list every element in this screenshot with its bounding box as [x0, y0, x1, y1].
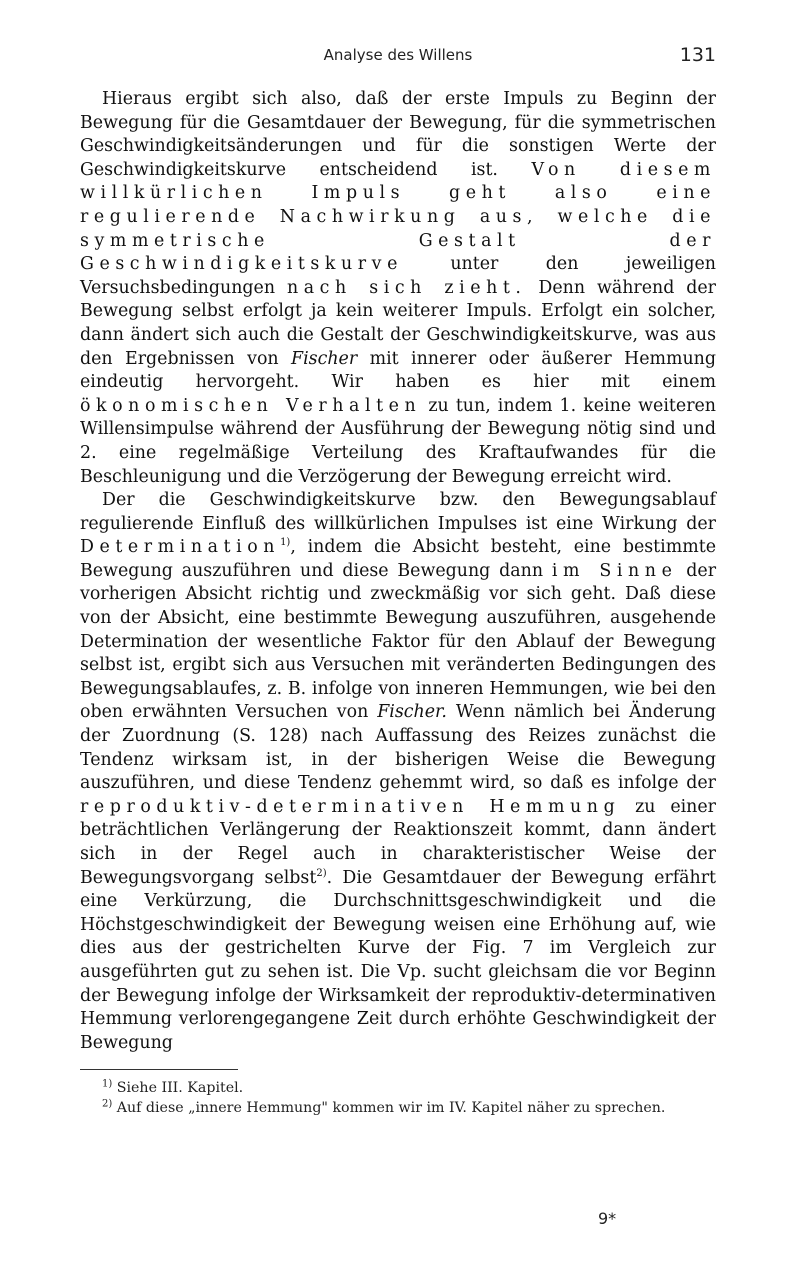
spaced-emphasis: reproduktiv-determinativen Hemmung — [80, 796, 621, 817]
spaced-emphasis: im Sinne — [551, 560, 678, 581]
footnote-divider — [80, 1069, 238, 1070]
footnote-mark: 2) — [102, 1098, 113, 1110]
spaced-emphasis: nach sich zieht. — [286, 277, 527, 298]
text-run: zu tun, indem 1. keine weiteren Willensimpulse während der Ausführung der Bewegung nötig sind und 2. eine regelmäßige Verteilung des Kraftaufwandes für die Beschleunigung und die Verzögerung der Bewegung erreicht wird. — [80, 395, 717, 487]
footnote-2 — [80, 1098, 716, 1118]
text-run: Denn während der Bewegung selbst erfolgt ja kein weiterer Impuls. Erfolgt ein solcher, dann ändert sich auch die Gestalt der Geschwindigkeitskurve, was aus den Ergebnissen von — [80, 277, 716, 369]
paragraph-2 — [80, 489, 716, 1055]
text-run: Wenn nämlich bei Änderung der Zuordnung (S. 128) nach Auffassung des Reizes zunächst die Tendenz wirksam ist, in der bisherigen Weise die Bewegung auszuführen, und diese Tendenz gehemmt wird, so daß es infolge der — [80, 702, 717, 794]
text-run: Hieraus ergibt sich also, daß der erste Impuls zu Beginn der Bewegung für die Gesamtdauer der Bewegung, für die symmetrischen Geschwindigkeitsänderungen und für die sonstigen Werte der Geschwindigkeitskurve entscheidend ist. — [80, 89, 716, 180]
author-name: Fischer — [291, 348, 358, 369]
text-run: Der die Geschwindigkeitskurve bzw. den Bewegungsablauf regulierende Einfluß des willkürlichen Impulses ist eine Wirkung der — [80, 490, 716, 534]
text-run: , indem die Absicht besteht, eine bestimmte Bewegung auszuführen und diese Bewegung dann — [80, 537, 716, 581]
text-run: zu einer beträchtlichen Verlängerung der Reaktionszeit kommt, dann ändert sich in der Regel auch in charakteristischer Weise der Bewegungsvorgang selbst — [80, 796, 716, 888]
footnote-ref-2[interactable]: 2) — [316, 867, 327, 879]
paragraph-1 — [80, 88, 716, 489]
signature-mark: 9* — [598, 1209, 617, 1228]
page-header — [80, 38, 716, 88]
text-run: . Die Gesamtdauer der Bewegung erfährt eine Verkürzung, die Durchschnittsgeschwindigkeit und die Höchstgeschwindigkeit der Bewegung weisen eine Erhöhung auf, wie dies aus der gestrichelten Kurve der Fig. 7 im Vergleich zur ausgeführten gut zu sehen ist. Die Vp. sucht gleichsam die vor Beginn der Bewegung infolge der Wirksamkeit der reproduktiv-determinativen Hemmung verlorengegangene Zeit durch erhöhte Geschwindigkeit der Bewegung — [80, 867, 716, 1053]
footnote-ref-1[interactable]: 1) — [280, 537, 291, 549]
footnote-mark: 1) — [102, 1078, 113, 1090]
author-name: Fischer. — [377, 702, 447, 723]
text-run: unter den jeweiligen Versuchsbedingungen — [80, 254, 716, 298]
spaced-emphasis: ökonomischen Verhalten — [80, 395, 422, 416]
page-number: 131 — [679, 44, 716, 66]
spaced-emphasis: Determination — [80, 537, 281, 558]
spaced-emphasis: Von diesem willkürlichen Impuls geht also eine regulierende Nachwirkung aus, welche die symmetrische Gestalt der Geschwindigkeitskurve — [80, 159, 716, 275]
text-run: mit innerer oder äußerer Hemmung eindeutig hervorgeht. Wir haben es hier mit einem — [80, 348, 717, 393]
footnote-text: Siehe III. Kapitel. — [116, 1080, 244, 1097]
text-run: der vorherigen Absicht richtig und zweckmäßig vor sich geht. Daß diese von der Absicht, eine bestimmte Bewegung auszuführen, ausgehende Determination der wesentliche Faktor für den Ablauf der Bewegung selbst ist, ergibt sich aus Versuchen mit veränderten Bedingungen des Bewegungsablaufes, z. B. infolge von inneren Hemmungen, wie bei den oben erwähnten Versuchen von — [80, 560, 717, 723]
footnote-1 — [80, 1078, 716, 1098]
footnote-text: Auf diese „innere Hemmung" kommen wir im IV. Kapitel näher zu sprechen. — [116, 1100, 666, 1117]
page-content — [80, 38, 716, 1118]
running-head: Analyse des Willens — [323, 46, 473, 64]
